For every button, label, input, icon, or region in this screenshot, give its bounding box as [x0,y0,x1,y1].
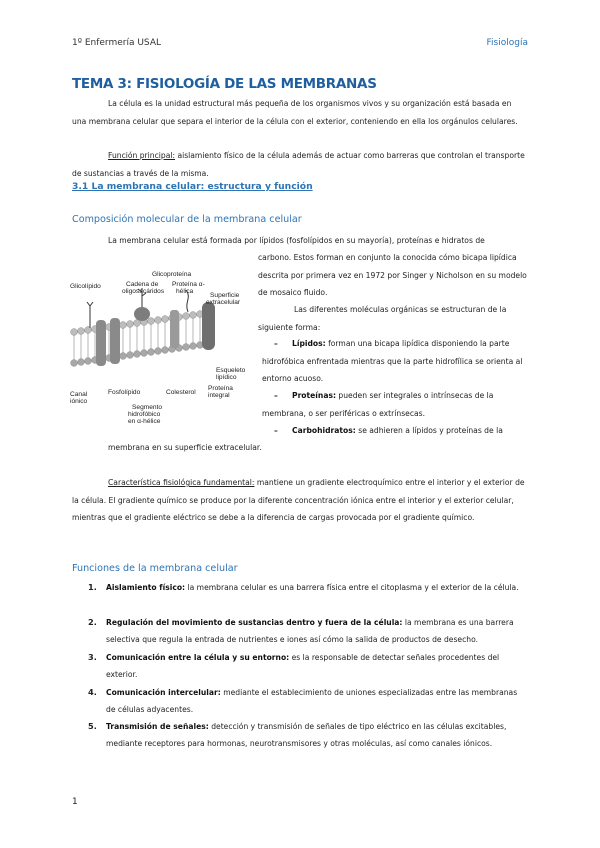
integral-protein [202,302,215,350]
label-segment-1: Segmento [132,404,163,411]
label-integral-1: Proteína [208,385,233,392]
label-channel-2: iónico [70,398,88,405]
label-surface-1: Superficie [210,292,240,299]
label-segment-3: en α-hélice [128,418,161,425]
label-skeleton-1: Esqueleto [216,367,246,374]
bullet-lipids [262,335,532,388]
item-number: 4. [88,687,97,697]
function-text: aislamiento físico de la célula además de actuar como barreras que controlan el transporte de sustancias a través de la misma. [72,151,525,178]
item-term: Transmisión de señales: [106,722,209,731]
item-body [106,718,528,752]
glycolipid-chain [87,302,93,328]
bullet-term: Carbohidratos: [292,426,356,435]
header-course: 1º Enfermería USAL [72,38,161,48]
function-label: Función principal: [108,151,176,160]
item-text: la membrana celular es una barrera física entre el citoplasma y el exterior de la célula. [185,583,519,592]
bullet-dash: – [274,339,278,348]
item-number: 3. [88,652,97,662]
label-chain-2: oligosacáridos [122,288,165,295]
ion-channel-protein [96,320,106,366]
bullet-continuation: membrana en su superficie extracelular. [108,443,262,452]
page-title: TEMA 3: FISIOLOGÍA DE LAS MEMBRANAS [72,76,377,92]
item-text: es la responsable de detectar señales procedentes del exterior. [106,653,500,679]
characteristic-label: Característica fisiológica fundamental: [108,478,255,487]
item-term: Aislamiento físico: [106,583,186,592]
ion-channel-protein-2 [110,318,120,364]
function-item-5 [88,718,528,752]
composition-first-line: La membrana celular está formada por lípidos (fosfolípidos en su mayoría), proteínas e hidratos de [108,236,485,245]
label-protein-2: hélica [176,288,194,295]
item-term: Comunicación entre la célula y su entorno: [106,653,290,662]
alpha-helix-protein [170,310,179,348]
function-item-1 [88,579,528,596]
bullet-text: se adhieren a lípidos y proteínas de la [355,426,503,435]
item-text: detección y transmisión de señales de tipo eléctrico en las células excitables, mediante receptores para hormonas, neurotransmisores y otras moléculas, así como canales iónicos. [106,722,507,748]
function-item-3 [88,649,528,683]
membrane-diagram [70,270,250,430]
item-number: 5. [88,721,97,731]
label-segment-2: hidrofóbico [128,411,161,418]
item-number: 2. [88,617,97,627]
phospholipid-heads-bottom [71,341,211,367]
item-body [106,579,528,596]
bullet-dash: – [274,426,278,435]
item-term: Regulación del movimiento de sustancias dentro y fuera de la célula: [106,618,403,627]
bullet-term: Lípidos: [292,339,326,348]
bullet-text: pueden ser integrales o intrínsecas de la membrana, o ser periféricas o extrínsecas. [262,391,494,418]
composition-heading: Composición molecular de la membrana celular [72,214,302,225]
bullet-text: forman una bicapa lipídica disponiendo la parte hidrofóbica enfrentada mientras que la parte hidrofílica se orienta al entorno acuoso. [262,339,523,383]
structure-intro: Las diferentes moléculas orgánicas se estructuran de la siguiente forma: [258,305,507,332]
characteristic-paragraph [72,474,528,527]
intro-paragraph: La célula es la unidad estructural más pequeña de los organismos vivos y su organización está basada en una membrana celular que separa el interior de la célula con el exterior, conteniendo en ella los orgánulos celulares. [72,99,518,126]
section-heading: 3.1 La membrana celular: estructura y función [72,181,313,192]
bullet-term: Proteínas: [292,391,336,400]
function-item-2 [88,614,528,648]
page-number: 1 [72,797,78,807]
item-body [106,684,528,718]
label-protein-1: Proteína α- [172,281,205,288]
label-channel-1: Canal [70,391,88,398]
label-glycoprotein: Glicoproteína [152,271,192,278]
label-chain-1: Cadena de [126,281,159,288]
item-term: Comunicación intercelular: [106,688,221,697]
item-text: mediante el establecimiento de uniones especializadas entre las membranas de células adyacentes. [106,688,518,714]
characteristic-text: mantiene un gradiente electroquímico entre el interior y el exterior de la célula. El gradiente químico se produce por la diferente concentración iónica entre el interior y el exterior celular, mientras que el gradiente eléctrico se debe a la diferencia de cargas provocada por el gradiente químico. [72,478,525,522]
bullet-dash: – [274,391,278,400]
composition-paragraph: carbono. Estos forman en conjunto la conocida cómo bicapa lipídica descrita por primera vez en 1972 por Singer y Nicholson en su modelo de mosaico fluido. [258,253,527,297]
bullet-proteins [262,387,532,422]
label-phospholipid: Fosfolípido [108,389,141,396]
label-integral-2: integral [208,392,230,399]
label-skeleton-2: lipídico [216,374,237,381]
item-text: la membrana es una barrera selectiva que regula la entrada de nutrientes e iones así cómo la salida de productos de desecho. [106,618,514,644]
glycoprotein [134,307,150,321]
header-subject: Fisiología [486,38,528,48]
item-number: 1. [88,582,97,592]
item-body [106,614,528,648]
function-paragraph [72,147,528,182]
functions-heading: Funciones de la membrana celular [72,563,238,574]
label-glycolipid: Glicolípido [70,283,101,290]
label-cholesterol: Colesterol [166,389,196,396]
function-item-4 [88,684,528,718]
bullet-carbohydrates [262,422,532,440]
label-surface-2: extracelular [206,299,241,306]
item-body [106,649,528,683]
